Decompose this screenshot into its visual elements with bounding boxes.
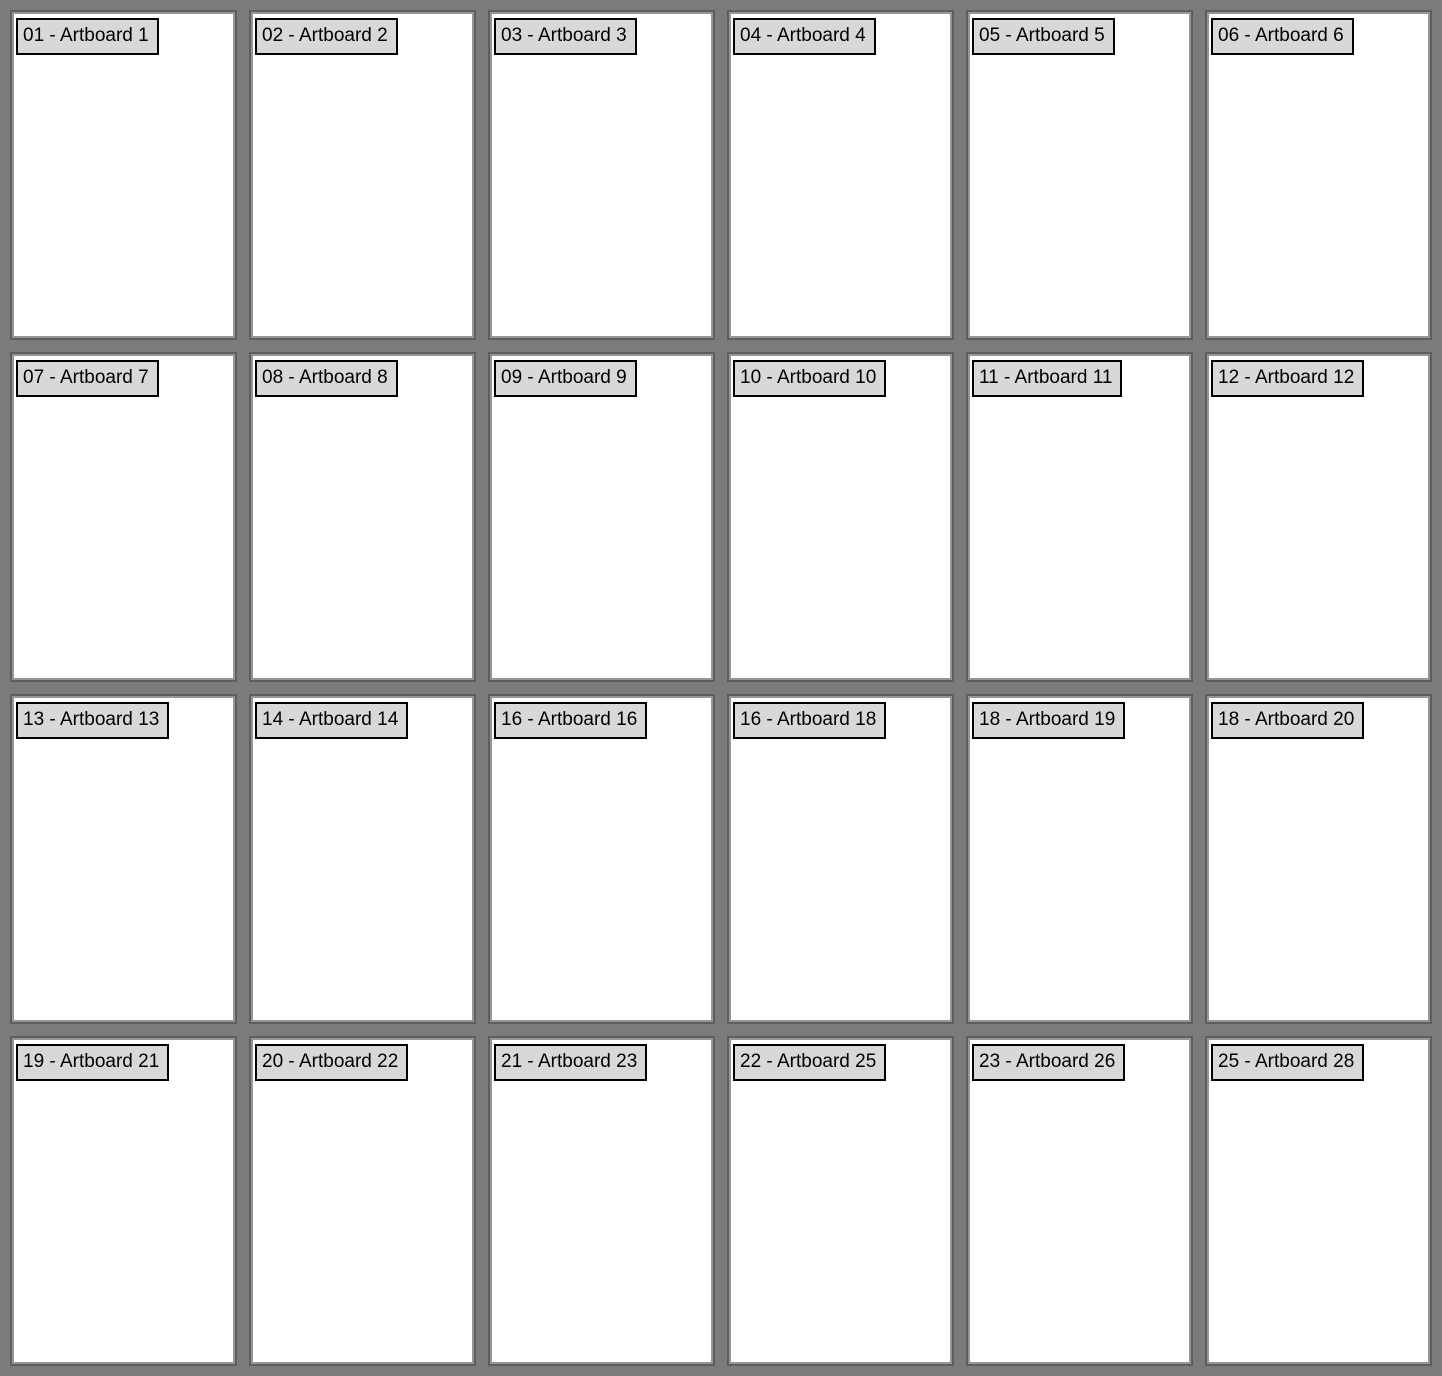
artboard[interactable] (1207, 696, 1430, 1022)
artboard-label[interactable]: 18 - Artboard 19 (972, 702, 1125, 739)
artboard[interactable] (490, 12, 713, 338)
artboard-label[interactable]: 06 - Artboard 6 (1211, 18, 1354, 55)
artboard-label[interactable]: 07 - Artboard 7 (16, 360, 159, 397)
artboard-label[interactable]: 09 - Artboard 9 (494, 360, 637, 397)
artboard[interactable] (968, 696, 1191, 1022)
artboard[interactable] (1207, 354, 1430, 680)
artboard-label[interactable]: 08 - Artboard 8 (255, 360, 398, 397)
artboard[interactable] (490, 696, 713, 1022)
artboard[interactable] (251, 1038, 474, 1364)
artboard[interactable] (729, 354, 952, 680)
artboard-label[interactable]: 14 - Artboard 14 (255, 702, 408, 739)
artboard-label[interactable]: 02 - Artboard 2 (255, 18, 398, 55)
artboard-label[interactable]: 04 - Artboard 4 (733, 18, 876, 55)
artboard[interactable] (729, 12, 952, 338)
artboard-label[interactable]: 13 - Artboard 13 (16, 702, 169, 739)
artboard-label[interactable]: 18 - Artboard 20 (1211, 702, 1364, 739)
artboard[interactable] (251, 354, 474, 680)
artboard[interactable] (729, 696, 952, 1022)
artboard-label[interactable]: 11 - Artboard 11 (972, 360, 1122, 397)
artboard-label[interactable]: 16 - Artboard 18 (733, 702, 886, 739)
artboard[interactable] (12, 696, 235, 1022)
artboard-label[interactable]: 10 - Artboard 10 (733, 360, 886, 397)
artboard[interactable] (251, 696, 474, 1022)
artboard[interactable] (968, 1038, 1191, 1364)
artboard-label[interactable]: 21 - Artboard 23 (494, 1044, 647, 1081)
artboard-label[interactable]: 16 - Artboard 16 (494, 702, 647, 739)
artboard[interactable] (490, 1038, 713, 1364)
artboard-label[interactable]: 25 - Artboard 28 (1211, 1044, 1364, 1081)
artboard[interactable] (968, 12, 1191, 338)
artboard-label[interactable]: 20 - Artboard 22 (255, 1044, 408, 1081)
artboard-label[interactable]: 22 - Artboard 25 (733, 1044, 886, 1081)
artboard-label[interactable]: 12 - Artboard 12 (1211, 360, 1364, 397)
artboard-label[interactable]: 03 - Artboard 3 (494, 18, 637, 55)
artboard[interactable] (12, 1038, 235, 1364)
artboard[interactable] (1207, 12, 1430, 338)
artboard-label[interactable]: 05 - Artboard 5 (972, 18, 1115, 55)
artboard-label[interactable]: 19 - Artboard 21 (16, 1044, 169, 1081)
artboard-label[interactable]: 23 - Artboard 26 (972, 1044, 1125, 1081)
artboard[interactable] (12, 12, 235, 338)
artboard[interactable] (251, 12, 474, 338)
artboard[interactable] (729, 1038, 952, 1364)
artboard-label[interactable]: 01 - Artboard 1 (16, 18, 159, 55)
artboard[interactable] (12, 354, 235, 680)
artboard[interactable] (968, 354, 1191, 680)
artboard[interactable] (490, 354, 713, 680)
artboard[interactable] (1207, 1038, 1430, 1364)
